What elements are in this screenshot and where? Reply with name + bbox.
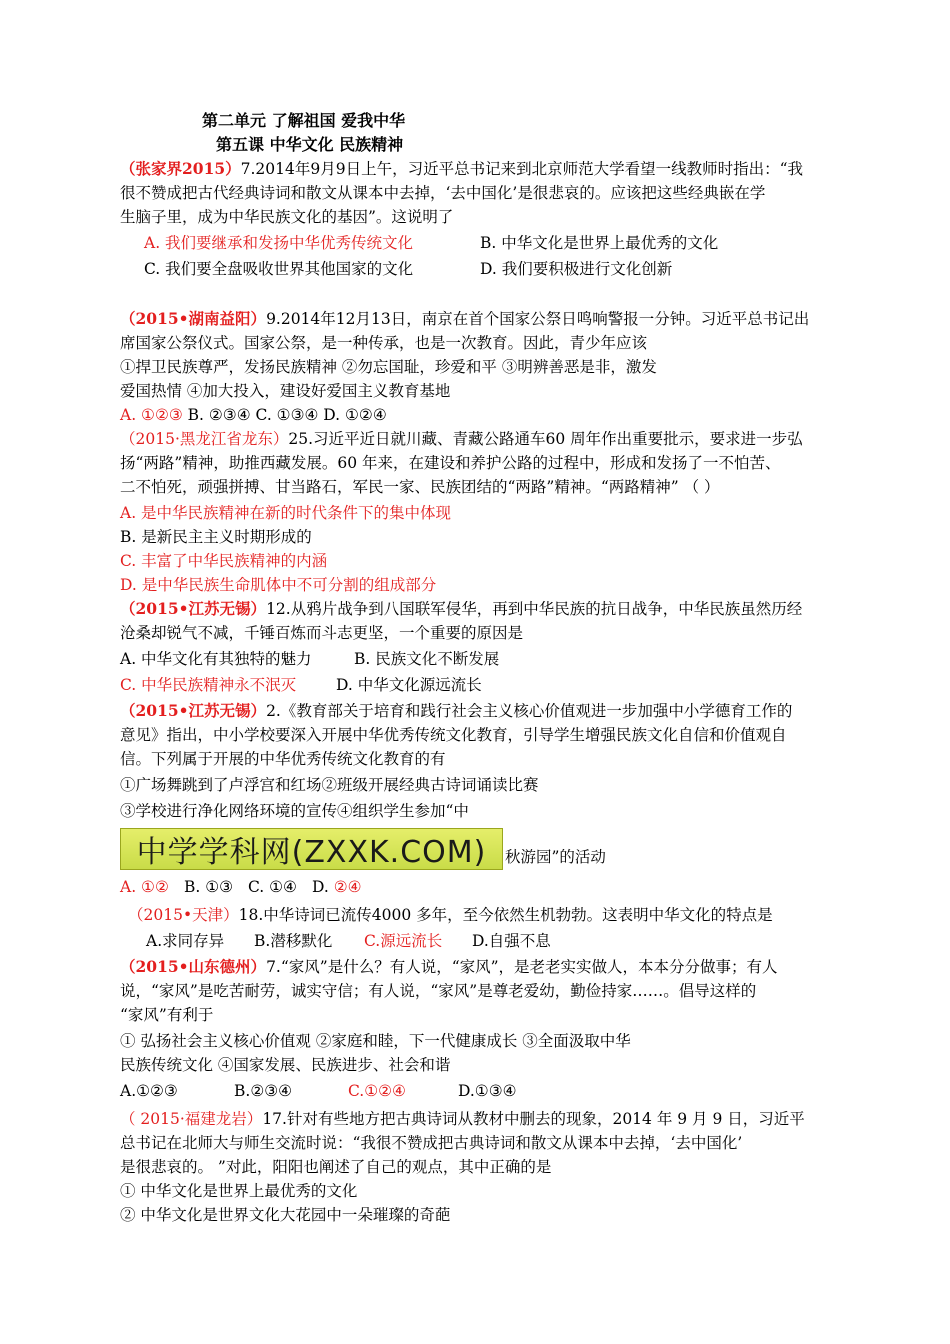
question-4-line-1: （2015•江苏无锡）12.从鸦片战争到八国联军侵华，再到中华民族的抗日战争，中华民族虽然历经 [120, 599, 803, 618]
question-2-line-2: 席国家公祭仪式。国家公祭，是一种传承，也是一次教育。因此，青少年应该 [120, 334, 648, 352]
question-6-option-d: D.自强不息 [472, 932, 551, 950]
question-5-line-3: 信。下列属于开展的中华优秀传统文化教育的有 [120, 750, 446, 768]
question-8-line-4: ① 中华文化是世界上最优秀的文化 [120, 1182, 358, 1200]
question-2-line-3: ①捍卫民族尊严，发扬民族精神 ②勿忘国耻，珍爱和平 ③明辨善恶是非，激发 [120, 358, 657, 376]
question-2-line-1: （2015•湖南益阳）9.2014年12月13日，南京在首个国家公祭日鸣响警报一分钟。习近平总书记出 [120, 309, 810, 328]
question-4-option-c: C. 中华民族精神永不泯灭 [120, 676, 297, 694]
question-5-option-c: C. ①④ [248, 878, 297, 896]
question-4-line-2: 沧桑却锐气不减，千锤百炼而斗志更坚，一个重要的原因是 [120, 624, 524, 642]
zxxk-logo-banner [120, 828, 503, 870]
question-3-option-b: B. 是新民主主义时期形成的 [120, 528, 312, 546]
question-7-line-1: （2015•山东德州）7.“家风”是什么？有人说，“家风”，是老老实实做人，本本分分做事；有人 [120, 957, 778, 976]
question-3-option-a: A. 是中华民族精神在新的时代条件下的集中体现 [120, 504, 452, 522]
question-8-line-3: 是很悲哀的。 ”对此，阳阳也阐述了自己的观点，其中正确的是 [120, 1158, 552, 1176]
question-5-line-4: ①广场舞跳到了卢浮宫和红场②班级开展经典古诗词诵读比赛 [120, 776, 539, 794]
question-6-source: （2015•天津） [128, 906, 239, 924]
zxxk-logo-text: 中学学科网(ZXXK.COM) [136, 835, 487, 870]
question-1-option-c: C. 我们要全盘吸收世界其他国家的文化 [144, 260, 414, 278]
question-7-line-5: 民族传统文化 ④国家发展、民族进步、社会和谐 [120, 1056, 451, 1074]
question-4-option-d: D. 中华文化源远流长 [336, 676, 482, 694]
unit-title: 第二单元 了解祖国 爱我中华 [202, 111, 406, 130]
question-1-option-b: B. 中华文化是世界上最优秀的文化 [480, 234, 719, 252]
question-4-option-b: B. 民族文化不断发展 [354, 650, 500, 668]
question-5-option-d: D. ②④ [312, 878, 362, 896]
question-1-option-d: D. 我们要积极进行文化创新 [480, 260, 673, 278]
question-6-option-a: A.求同存异 [146, 932, 225, 950]
question-3-option-c: C. 丰富了中华民族精神的内涵 [120, 552, 328, 570]
question-2-options: A. ①②③ B. ②③④ C. ①③④ D. ①②④ [120, 406, 387, 424]
question-7-line-4: ① 弘扬社会主义核心价值观 ②家庭和睦，下一代健康成长 ③全面汲取中华 [120, 1032, 631, 1050]
question-7-line-2: 说，“家风”是吃苦耐劳，诚实守信；有人说，“家风”是尊老爱幼，勤俭持家……。倡导这样的 [120, 982, 757, 1000]
question-8-line-5: ② 中华文化是世界文化大花园中一朵璀璨的奇葩 [120, 1206, 451, 1224]
question-7-option-d: D.①③④ [458, 1082, 517, 1100]
question-5-line-1: （2015•江苏无锡）2.《教育部关于培育和践行社会主义核心价值观进一步加强中小学德育工作的 [120, 701, 793, 720]
question-6-option-b: B.潜移默化 [254, 932, 333, 950]
question-7-option-c: C.①②④ [348, 1082, 406, 1100]
question-5-line-2: 意见》指出，中小学校要深入开展中华优秀传统文化教育，引导学生增强民族文化自信和价值观自 [120, 726, 787, 744]
question-2-source: （2015•湖南益阳） [120, 309, 267, 328]
question-8-line-1: （ 2015·福建龙岩）17.针对有些地方把古典诗词从教材中删去的现象，2014 年 9 月 9 日，习近平 [120, 1110, 805, 1128]
question-5-option-a: A. ①② [120, 878, 169, 896]
question-3-option-d: D. 是中华民族生命肌体中不可分割的组成部分 [120, 576, 437, 594]
question-8-source: （ 2015·福建龙岩） [120, 1110, 263, 1128]
question-5-option-b: B. ①③ [184, 878, 234, 896]
question-5-line-6: 秋游园”的活动 [505, 848, 606, 866]
question-7-source: （2015•山东德州） [120, 957, 267, 976]
question-1-source: （张家界2015） [120, 159, 241, 178]
question-8-line-2: 总书记在北师大与师生交流时说：“我很不赞成把古典诗词和散文从课本中去掉，‘去中国化’ [120, 1134, 743, 1152]
question-1-line-2: 很不赞成把古代经典诗词和散文从课本中去掉，‘去中国化’是很悲哀的。应该把这些经典嵌在学 [120, 184, 766, 202]
question-1-line-1: （张家界2015）7.2014年9月9日上午，习近平总书记来到北京师范大学看望一线教师时指出：“我 [120, 159, 804, 178]
question-5-line-5: ③学校进行净化网络环境的宣传④组织学生参加“中 [120, 802, 469, 820]
question-7-option-a: A.①②③ [120, 1082, 178, 1100]
question-3-line-3: 二不怕死，顽强拼搏、甘当路石，军民一家、民族团结的“两路”精神。“两路精神” （ ） [120, 478, 720, 496]
question-7-line-3: “家风”有利于 [120, 1006, 214, 1024]
question-1-line-3: 生脑子里，成为中华民族文化的基因”。这说明了 [120, 208, 454, 226]
question-2-option-a: A. ①②③ [120, 406, 183, 424]
question-5-source: （2015•江苏无锡） [120, 701, 267, 720]
question-3-source: （2015·黑龙江省龙东） [120, 430, 289, 448]
question-6-line-1: （2015•天津）18.中华诗词已流传4000 多年，至今依然生机勃勃。这表明中华文化的特点是 [128, 906, 773, 924]
question-4-option-a: A. 中华文化有其独特的魅力 [120, 650, 312, 668]
question-7-option-b: B.②③④ [234, 1082, 293, 1100]
question-3-line-1: （2015·黑龙江省龙东）25.习近平近日就川藏、青藏公路通车60 周年作出重要批示，要求进一步弘 [120, 430, 803, 448]
question-2-line-4: 爱国热情 ④加大投入，建设好爱国主义教育基地 [120, 382, 451, 400]
question-6-option-c: C.源远流长 [364, 932, 443, 950]
question-3-line-2: 扬“两路”精神，助推西藏发展。60 年来，在建设和养护公路的过程中，形成和发扬了一不怕苦、 [120, 454, 781, 472]
question-1-option-a: A. 我们要继承和发扬中华优秀传统文化 [144, 234, 414, 252]
question-4-source: （2015•江苏无锡） [120, 599, 267, 618]
lesson-title: 第五课 中华文化 民族精神 [216, 135, 404, 154]
